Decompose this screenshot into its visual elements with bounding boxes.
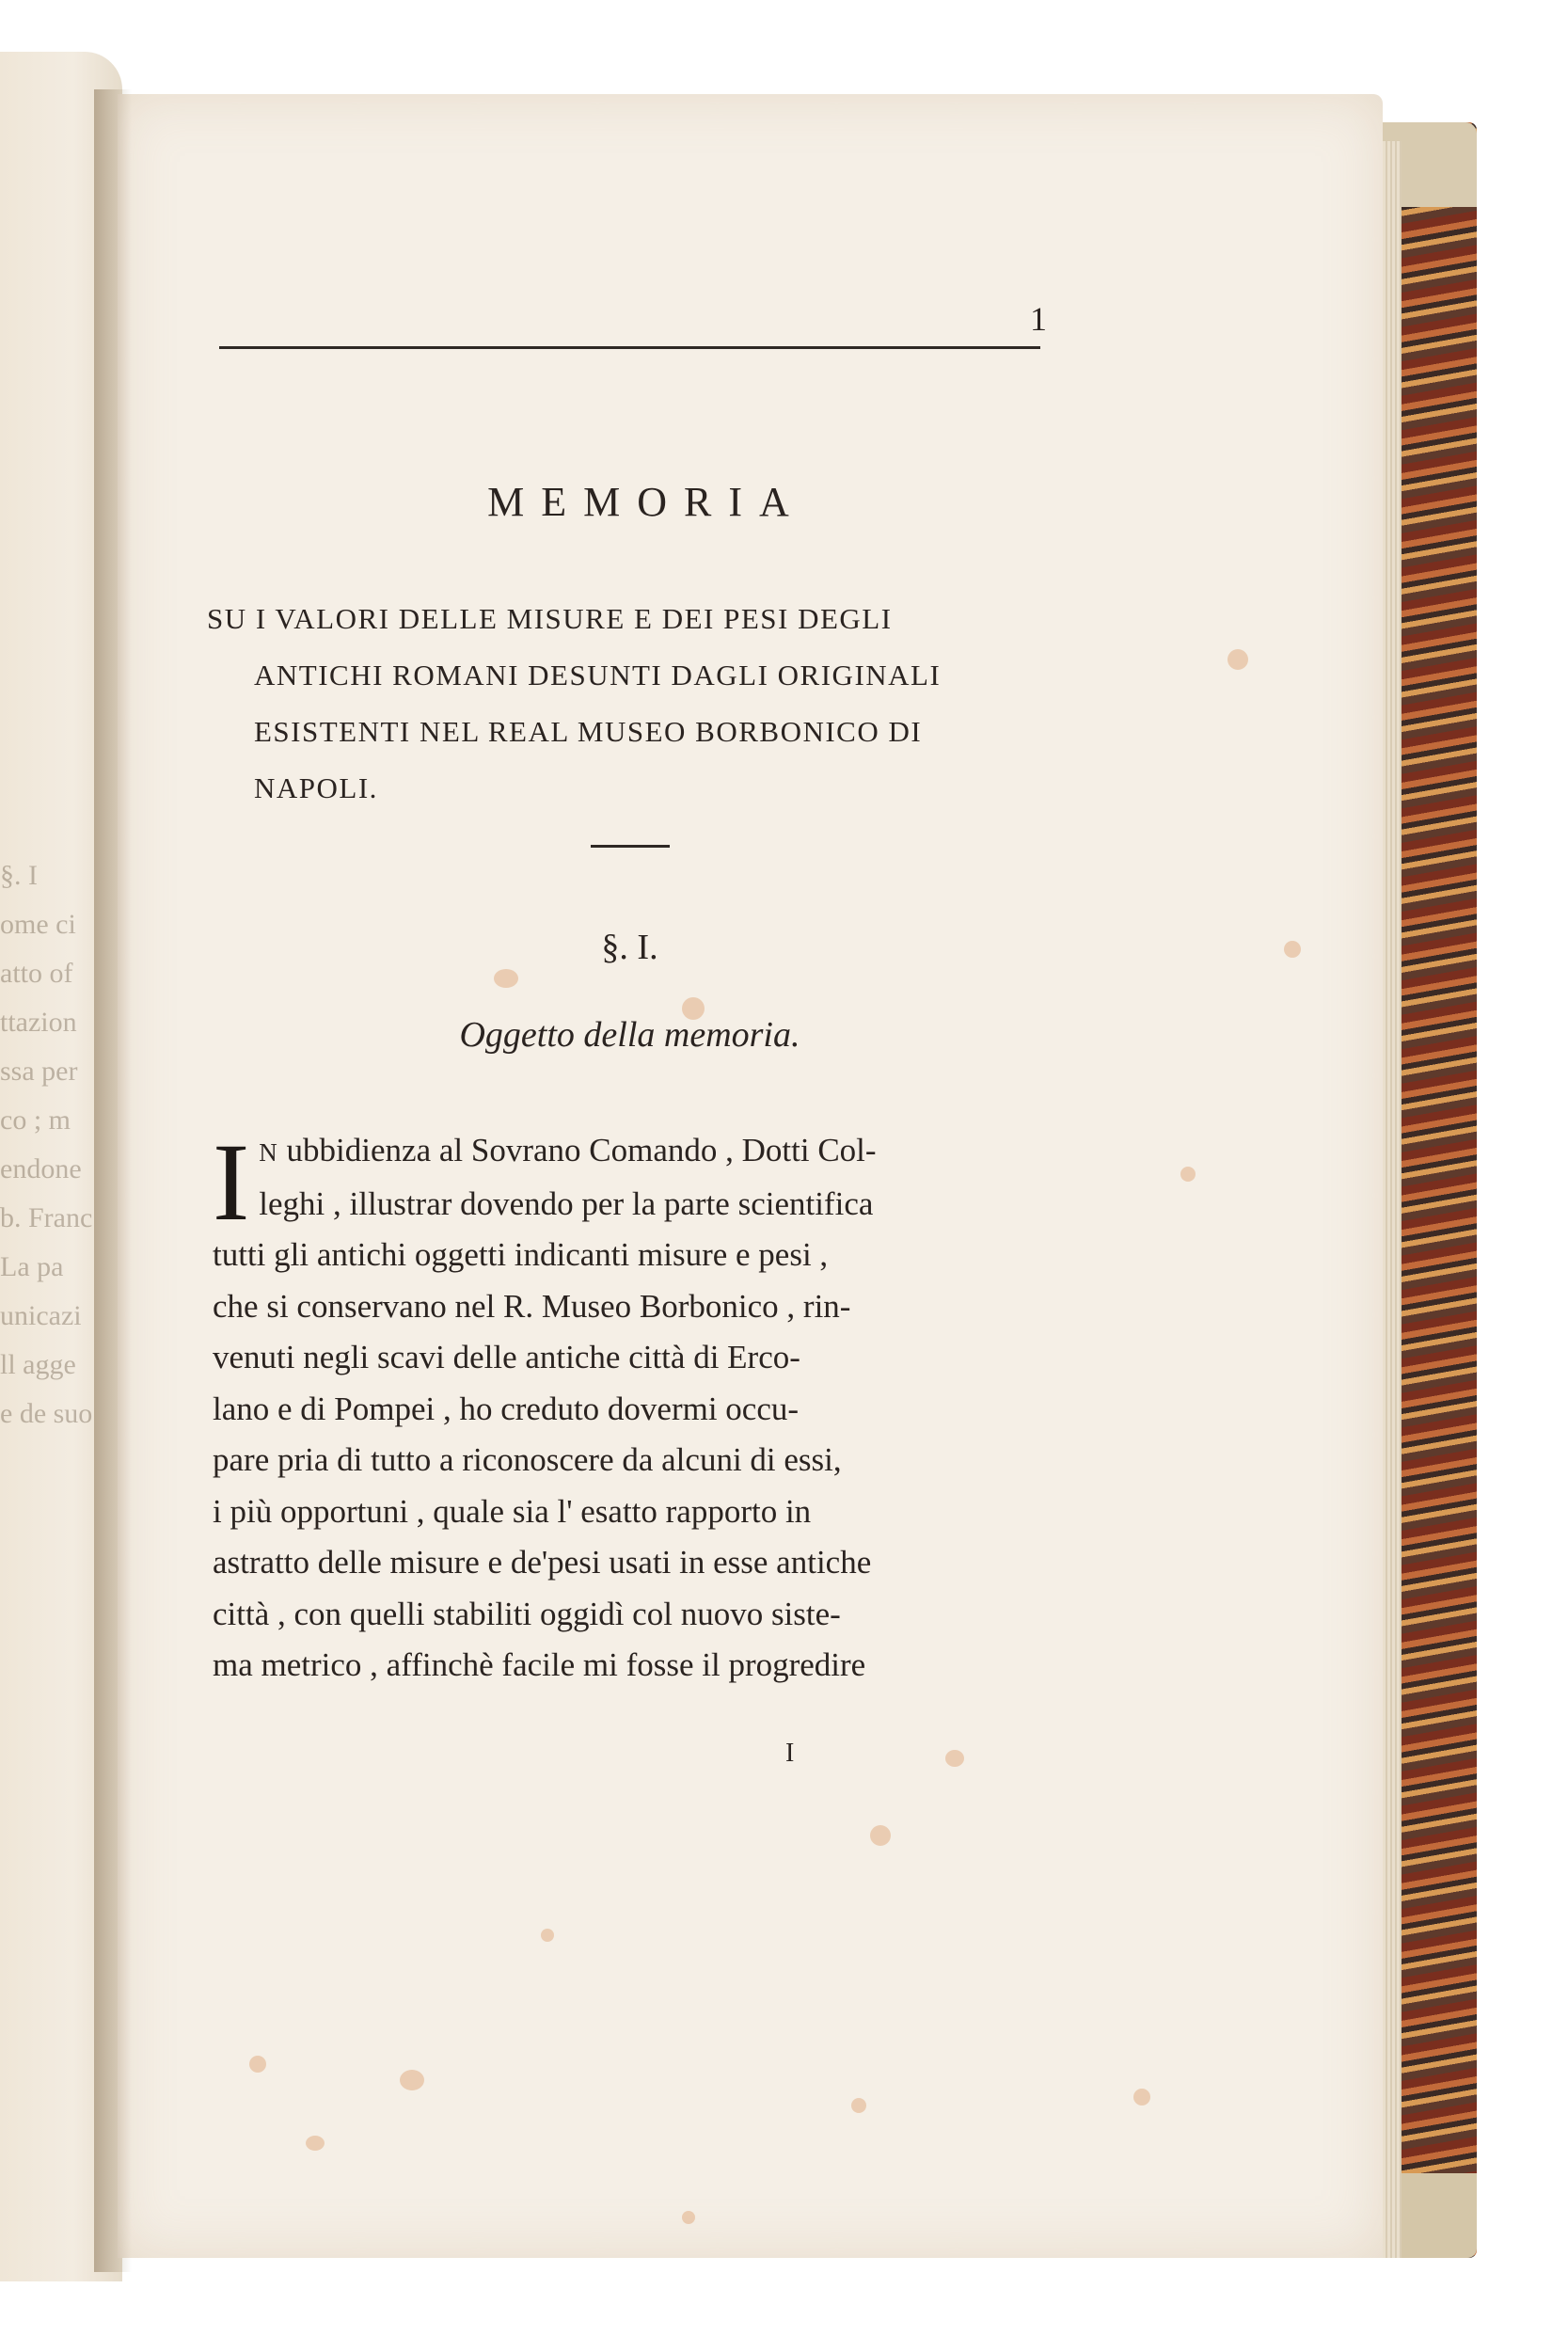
foxing-spot bbox=[249, 2056, 266, 2073]
foxing-spot bbox=[1227, 649, 1248, 670]
left-fragment: e de suo bbox=[0, 1398, 93, 1429]
left-page-text bbox=[0, 851, 103, 1438]
signature-mark: I bbox=[785, 1739, 795, 1768]
left-fragment: La pa bbox=[0, 1251, 64, 1282]
marbled-cover bbox=[1392, 122, 1477, 2258]
body-line: pare pria di tutto a riconoscere da alcuni di essi, bbox=[213, 1441, 842, 1478]
left-fragment: ome ci bbox=[0, 909, 76, 940]
left-fragment: §. I bbox=[0, 860, 38, 891]
foxing-spot bbox=[400, 2070, 424, 2090]
subtitle-line: SU I VALORI DELLE MISURE E DEI PESI DEGLI bbox=[207, 602, 893, 635]
body-line: che si conservano nel R. Museo Borbonico , rin- bbox=[213, 1287, 851, 1325]
smallcaps-letter: N bbox=[259, 1138, 278, 1167]
body-line-text: ubbidienza al Sovrano Comando , Dotti Col- bbox=[277, 1132, 877, 1168]
foxing-spot bbox=[945, 1750, 964, 1767]
body-line: astratto delle misure e de'pesi usati in esse antiche bbox=[213, 1544, 872, 1581]
body-line bbox=[213, 1125, 1059, 1179]
gutter-shadow bbox=[94, 89, 132, 2272]
foxing-spot bbox=[1133, 2089, 1150, 2106]
body-line: ma metrico , affinchè facile mi fosse il progredire bbox=[213, 1646, 866, 1683]
body-line: città , con quelli stabiliti oggidì col nuovo siste- bbox=[213, 1595, 841, 1632]
left-fragment: ll agge bbox=[0, 1349, 76, 1380]
left-fragment: co ; m bbox=[0, 1104, 71, 1136]
left-fragment: atto of bbox=[0, 958, 73, 989]
body-line: lano e di Pompei , ho creduto dovermi occu- bbox=[213, 1390, 800, 1427]
body-line: leghi , illustrar dovendo per la parte scientifica bbox=[259, 1184, 874, 1222]
subtitle-line: ESISTENTI NEL REAL MUSEO BORBONICO DI bbox=[254, 715, 923, 748]
foxing-spot bbox=[494, 969, 518, 988]
drop-cap: I bbox=[213, 1120, 250, 1244]
body-text bbox=[213, 1120, 1059, 1692]
body-line: i più opportuni , quale sia l' esatto rapporto in bbox=[213, 1492, 812, 1530]
body-line: venuti negli scavi delle antiche città di Erco- bbox=[213, 1339, 800, 1375]
left-fragment: endone bbox=[0, 1153, 82, 1184]
foxing-spot bbox=[541, 1929, 554, 1942]
foxing-spot bbox=[851, 2098, 866, 2113]
left-fragment: ttazion bbox=[0, 1007, 77, 1038]
foxing-spot bbox=[870, 1825, 891, 1846]
page-title: MEMORIA bbox=[487, 479, 806, 525]
foxing-spot bbox=[1180, 1167, 1196, 1182]
left-fragment: ssa per bbox=[0, 1056, 78, 1087]
foxing-spot bbox=[682, 2211, 695, 2224]
foxing-spot bbox=[1284, 941, 1301, 958]
subtitle-line: NAPOLI. bbox=[254, 771, 378, 804]
left-fragment: b. Franc bbox=[0, 1202, 93, 1233]
section-number: §. I. bbox=[601, 928, 658, 967]
header-rule bbox=[219, 346, 1040, 349]
body-line: tutti gli antichi oggetti indicanti misure e pesi , bbox=[213, 1236, 829, 1273]
subtitle-line: ANTICHI ROMANI DESUNTI DAGLI ORIGINALI bbox=[254, 659, 942, 691]
page-number-top: 1 bbox=[1030, 300, 1047, 338]
section-divider bbox=[591, 845, 670, 848]
foxing-spot bbox=[306, 2136, 325, 2151]
left-fragment: unicazi bbox=[0, 1300, 82, 1331]
subtitle bbox=[207, 591, 1053, 817]
section-title: Oggetto della memoria. bbox=[459, 1015, 800, 1055]
